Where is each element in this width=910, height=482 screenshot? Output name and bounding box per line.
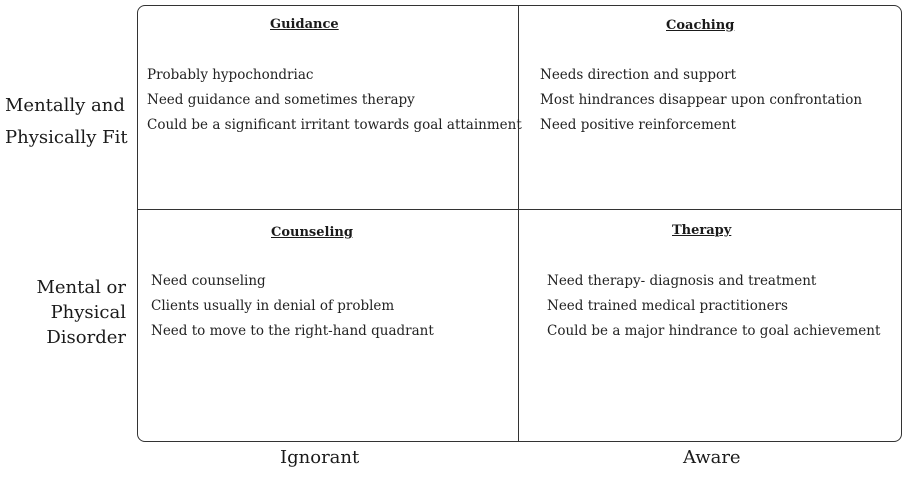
quadrant-title: Guidance — [270, 17, 339, 32]
list-item: Probably hypochondriac — [147, 67, 314, 83]
quadrant-grid — [137, 5, 902, 442]
row-label-mentally-physically-fit — [5, 90, 128, 154]
list-item: Need trained medical practitioners — [547, 298, 788, 314]
row-label-line: Mentally and — [5, 95, 125, 116]
column-label-aware: Aware — [683, 447, 741, 468]
quadrant-list — [147, 63, 522, 138]
row-label-line: Physical — [50, 302, 126, 323]
row-label-line: Disorder — [46, 327, 126, 348]
row-label-line: Physically Fit — [5, 127, 128, 148]
quadrant-list — [540, 63, 862, 138]
quadrant-list — [547, 269, 880, 344]
quadrant-title: Therapy — [672, 223, 732, 238]
list-item: Most hindrances disappear upon confrontation — [540, 92, 863, 108]
quadrant-title: Counseling — [271, 225, 353, 240]
quadrant-list — [151, 269, 434, 344]
row-label-line: Mental or — [36, 277, 126, 298]
list-item: Need counseling — [151, 273, 266, 289]
quadrant-guidance — [138, 6, 522, 209]
list-item: Need positive reinforcement — [540, 117, 736, 133]
list-item: Could be a major hindrance to goal achievement — [547, 323, 881, 339]
list-item: Need guidance and sometimes therapy — [147, 92, 415, 108]
list-item: Could be a significant irritant towards goal attainment — [147, 117, 522, 133]
quadrant-title: Coaching — [666, 18, 735, 33]
quadrant-therapy — [519, 210, 901, 441]
list-item: Need to move to the right-hand quadrant — [151, 323, 434, 339]
list-item: Needs direction and support — [540, 67, 737, 83]
list-item: Clients usually in denial of problem — [151, 298, 395, 314]
quadrant-counseling — [138, 210, 518, 441]
column-label-ignorant: Ignorant — [280, 447, 360, 468]
row-label-mental-physical-disorder — [0, 275, 126, 350]
quadrant-coaching — [519, 6, 901, 209]
list-item: Need therapy- diagnosis and treatment — [547, 273, 817, 289]
